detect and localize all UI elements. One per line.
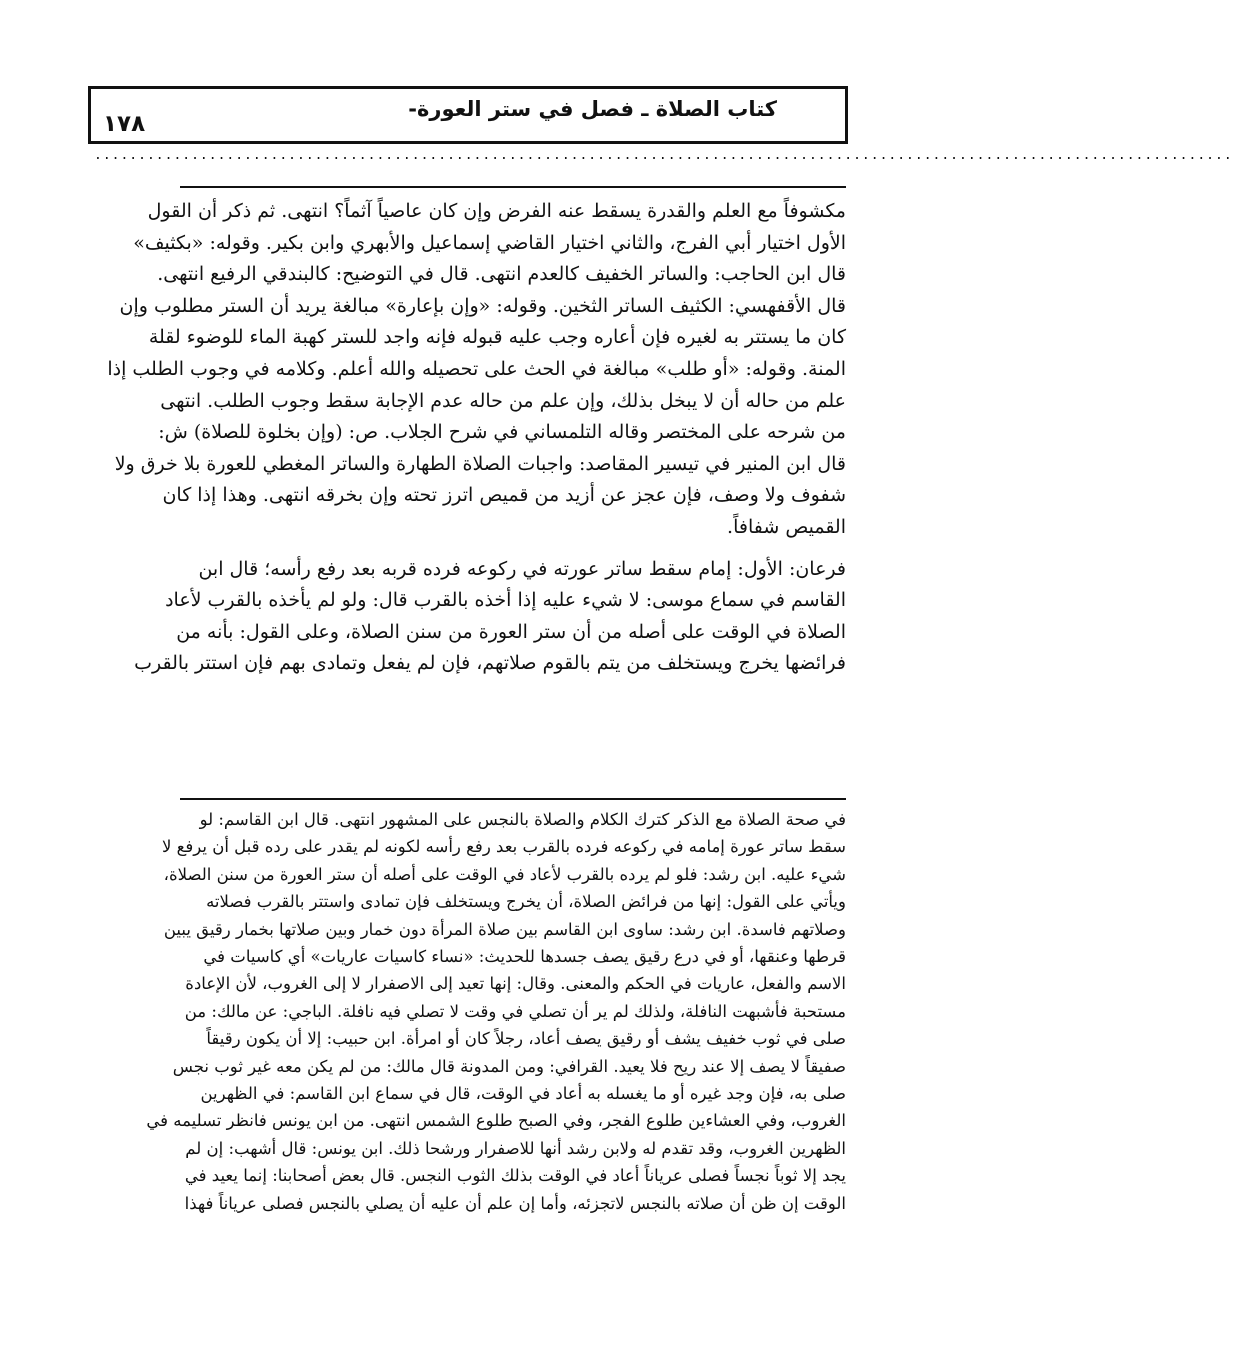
footnote-line: صلى به، فإن وجد غيره أو ما يغسله به أعاد في الوقت، قال في سماع ابن القاسم: في الظهرين xyxy=(200,1084,846,1104)
text-line: القميص شفافاً. xyxy=(727,515,846,538)
text-line: الأول اختيار أبي الفرج، والثاني اختيار القاضي إسماعيل والأبهري وابن بكير. وقوله: «بكثيف» xyxy=(133,231,846,254)
footnote-line: شيء عليه. ابن رشد: فلو لم يرده بالقرب لأعاد في الوقت على أصله أن ستر العورة من سنن الصلاة، xyxy=(163,864,846,884)
text-line: شفوف ولا وصف، فإن عجز عن أزيد من قميص اترز تحته وإن بخرقه انتهى. وهذا إذا كان xyxy=(162,484,846,507)
text-line: من شرحه على المختصر وقاله التلمساني في شرح الجلاب. ص: (وإن بخلوة للصلاة) ش: xyxy=(158,421,846,444)
text-line: فرعان: الأول: إمام سقط ساتر عورته في ركوعه فرده قربه بعد رفع رأسه؛ قال ابن xyxy=(198,557,846,580)
text-line: قال ابن المنير في تيسير المقاصد: واجبات الصلاة الطهارة والساتر المغطي للعورة بلا خرق ولا xyxy=(114,452,846,475)
top-rule xyxy=(180,186,846,188)
page-number: ١٧٨ xyxy=(103,111,146,137)
text-line: الصلاة في الوقت على أصله من أن ستر العورة من سنن الصلاة، وعلى القول: بأنه من xyxy=(176,620,846,643)
footnote-line: الاسم والفعل، عاريات في الحكم والمعنى. وقال: إنها تعيد إلى الاصفرار لا إلى الغروب، لأن الإعادة xyxy=(185,974,846,994)
footnote-line: قرطها وعنقها، أو في درع رقيق يصف جسدها للحديث: «نساء كاسيات عاريات» أي كاسيات في xyxy=(203,947,846,967)
text-line: كان ما يستتر به لغيره فإن أعاره وجب عليه قبوله فإنه واجد للستر كهبة الماء للوضوء لقلة xyxy=(148,326,846,349)
text-line: قال الأقفهسي: الكثيف الساتر الثخين. وقوله: «وإن بإعارة» مبالغة يريد أن الستر مطلوب وإن xyxy=(119,294,846,317)
footnote-text xyxy=(88,806,846,1217)
text-line: مكشوفاً مع العلم والقدرة يسقط عنه الفرض وإن كان عاصياً آثماً؟ انتهى. ثم ذكر أن القول xyxy=(147,200,846,222)
dotted-separator: ................................................................................................................................. xyxy=(94,148,1233,163)
text-line: قال ابن الحاجب: والساتر الخفيف كالعدم انتهى. قال في التوضيح: كالبندقي الرفيع انتهى. xyxy=(157,263,846,286)
text-line: علم من حاله أن لا يبخل بذلك، وإن علم من حاله عدم الإجابة سقط وجوب الطلب. انتهى xyxy=(160,389,846,412)
footnote-line: صفيقاً لا يصف إلا عند ريح فلا يعيد. القرافي: ومن المدونة قال مالك: من لم يكن معه غير ثوب نجس xyxy=(172,1056,846,1076)
footnote-line: في صحة الصلاة مع الذكر كترك الكلام والصلاة بالنجس على المشهور انتهى. قال ابن القاسم: لو xyxy=(199,810,846,829)
footnote-line: الظهرين الغروب، وقد تقدم له ولابن رشد أنها للاصفرار ورشحا ذلك. ابن يونس: قال أشهب: إن لم xyxy=(185,1138,846,1158)
text-line: المنة. وقوله: «أو طلب» مبالغة في الحث على تحصيله والله أعلم. وكلامه في وجوب الطلب إذا xyxy=(107,357,846,380)
main-paragraph xyxy=(88,196,846,544)
footnote-line: الوقت إن ظن أن صلاته بالنجس لاتجزئه، وأما إن علم أن عليه أن يصلي بالنجس فصلى عرياناً فهذا xyxy=(184,1193,846,1213)
main-body-text xyxy=(88,196,846,680)
footnote-line: مستحبة فأشبهت النافلة، ولذلك لم ير أن تصلي في وقت لا تصلي فيه نافلة. الباجي: عن مالك: من xyxy=(184,1001,846,1021)
footnote-line: وصلاتهم فاسدة. ابن رشد: ساوى ابن القاسم بين صلاة المرأة دون خمار وبين صلاتها بخمار رقيق يبين xyxy=(163,919,846,939)
footnote-line: يجد إلا ثوباً نجساً فصلى عرياناً أعاد في الوقت بذلك الثوب النجس. قال بعض أصحابنا: إنما يعيد في xyxy=(184,1166,846,1186)
footnote-line: سقط ساتر عورة إمامه في ركوعه فرده بالقرب بعد رفع رأسه لكونه لم يقدر على رده قبل أن يرفع لا xyxy=(161,837,846,857)
footnote-line: ويأتي على القول: إنها من فرائض الصلاة، أن يخرج ويستخلف فإن تمادى واستتر بالقرب فصلاته xyxy=(206,892,846,912)
main-paragraph xyxy=(88,554,846,680)
running-header-title: كتاب الصلاة ـ فصل في ستر العورة- xyxy=(408,97,777,121)
footnote-line: الغروب، وفي العشاءين طلوع الفجر، وفي الصبح طلوع الشمس انتهى. من ابن يونس فانظر تسليمه في xyxy=(146,1111,846,1131)
text-line: القاسم في سماع موسى: لا شيء عليه إذا أخذه بالقرب قال: ولو لم يأخذه بالقرب لأعاد xyxy=(165,589,846,612)
text-line: فرائضها يخرج ويستخلف من يتم بالقوم صلاتهم، فإن لم يفعل وتمادى بهم فإن استتر بالقرب xyxy=(134,652,846,675)
footnote-rule xyxy=(180,798,846,800)
running-header xyxy=(88,86,848,144)
footnote-line: صلى في ثوب خفيف يشف أو رقيق يصف أعاد، رجلاً كان أو امرأة. ابن حبيب: إلا أن يكون رقيقاً xyxy=(206,1029,846,1049)
